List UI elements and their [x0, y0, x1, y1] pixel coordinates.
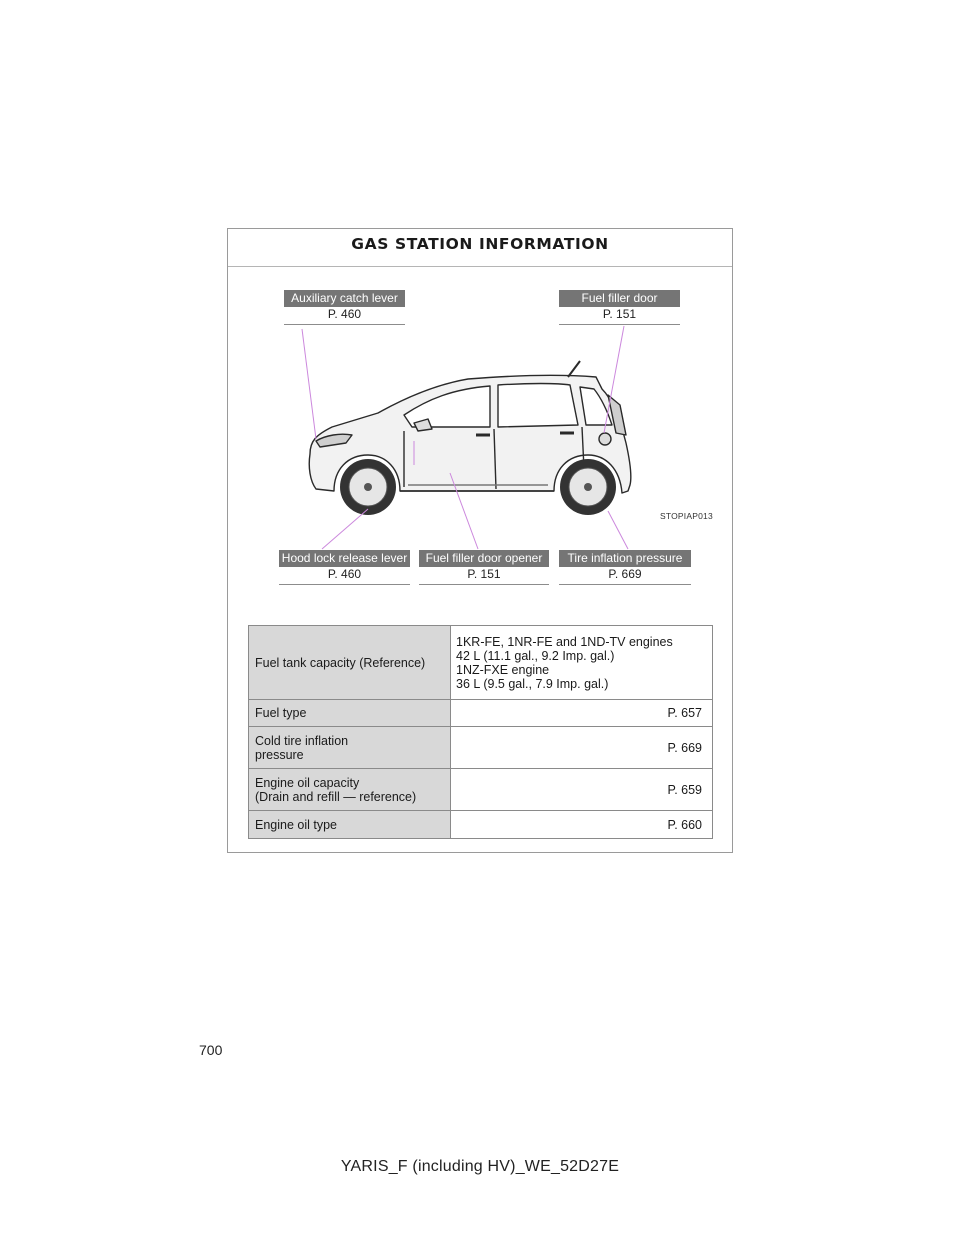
callout-label: Hood lock release lever: [279, 550, 410, 567]
fuel-type-label: Fuel type: [249, 700, 451, 727]
front-wheel: [340, 459, 396, 515]
callout-label: Fuel filler door: [559, 290, 680, 307]
callout-label: Auxiliary catch lever: [284, 290, 405, 307]
oil-type-label: Engine oil type: [249, 811, 451, 839]
document-footer: YARIS_F (including HV)_WE_52D27E: [340, 1158, 620, 1175]
callout-fuel-filler-door-opener: [419, 550, 549, 585]
callout-page-ref: P. 460: [284, 307, 405, 325]
callout-label: Fuel filler door opener: [419, 550, 549, 567]
cold-tire-label: Cold tire inflation pressure: [249, 727, 451, 769]
oil-capacity-label: Engine oil capacity (Drain and refill — reference): [249, 769, 451, 811]
oil-type-value: P. 660: [451, 811, 713, 839]
illustration-code: STOPIAP013: [660, 511, 713, 521]
callout-tire-inflation-pressure: [559, 550, 691, 585]
callout-page-ref: P. 460: [279, 567, 410, 585]
car-illustration: [228, 229, 734, 599]
page-title: GAS STATION INFORMATION: [351, 235, 609, 253]
fuel-tank-label: Fuel tank capacity (Reference): [249, 626, 451, 700]
table-row: [249, 700, 713, 727]
callout-page-ref: P. 151: [419, 567, 549, 585]
oil-capacity-value: P. 659: [451, 769, 713, 811]
callout-page-ref: P. 669: [559, 567, 691, 585]
callout-label: Tire inflation pressure: [559, 550, 691, 567]
rear-wheel: [560, 459, 616, 515]
fuel-tank-value: 1KR-FE, 1NR-FE and 1ND-TV engines 42 L (11.1 gal., 9.2 Imp. gal.) 1NZ-FXE engine 36 L (9.5 gal., 7.9 Imp. gal.): [451, 626, 713, 700]
spec-table: [248, 625, 713, 839]
page-number: 700: [199, 1042, 223, 1058]
fuel-type-value: P. 657: [451, 700, 713, 727]
table-row: [249, 727, 713, 769]
callout-hood-lock-release-lever: [279, 550, 410, 585]
table-row: [249, 769, 713, 811]
callout-page-ref: P. 151: [559, 307, 680, 325]
table-row: [249, 626, 713, 700]
callout-auxiliary-catch-lever: [284, 290, 405, 325]
cold-tire-value: P. 669: [451, 727, 713, 769]
table-row: [249, 811, 713, 839]
callout-fuel-filler-door: [559, 290, 680, 325]
info-frame: [227, 228, 733, 853]
